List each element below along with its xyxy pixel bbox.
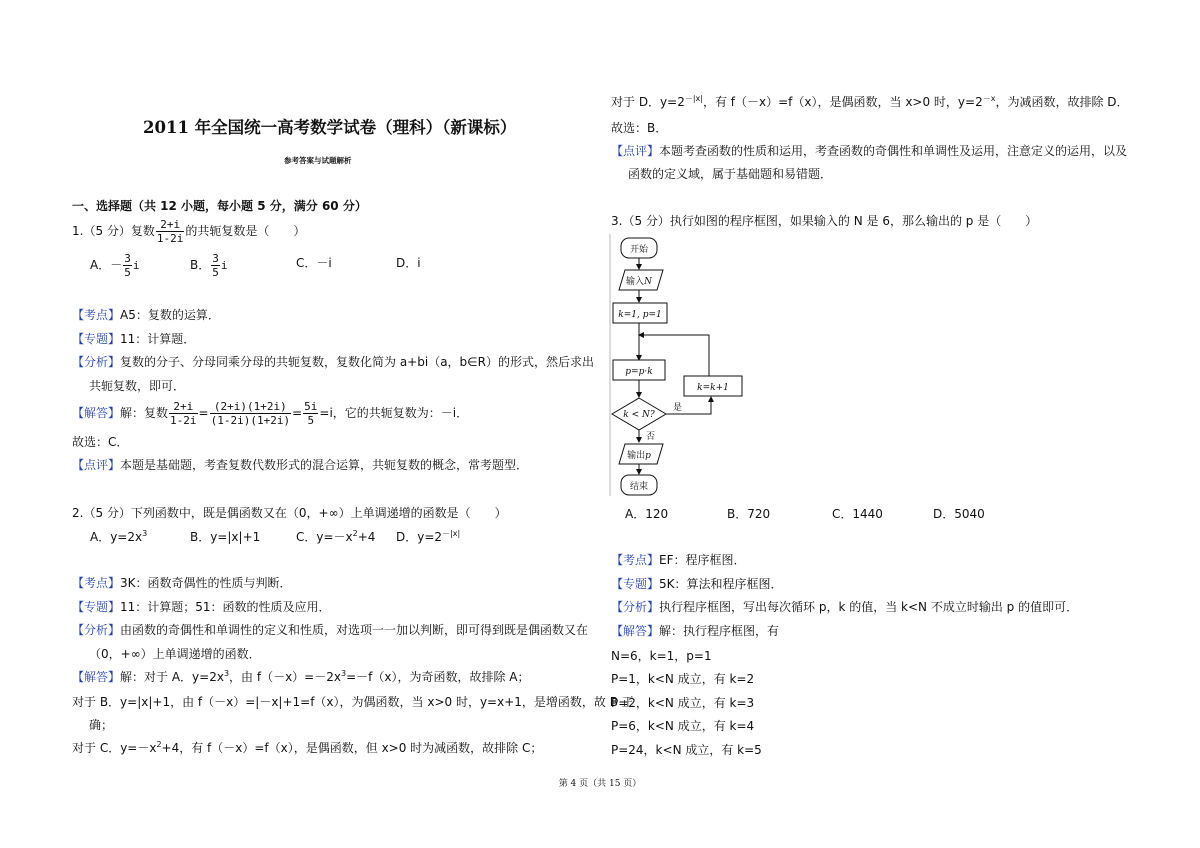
flow-input-label <box>626 275 653 287</box>
q3-kaodian <box>611 552 746 568</box>
q3-option-c: C．1440 <box>832 507 883 521</box>
q1-jieda-frac2-num: (2+i)(1+2i) <box>210 400 291 414</box>
q1-option-a-frac <box>123 252 132 279</box>
q1-jieda-frac3-den: 5 <box>307 414 315 427</box>
q3-kaodian-text: EF：程序框图． <box>659 553 746 567</box>
q2-jieda-d-sup2: －x <box>982 94 996 103</box>
q1-fenxi-line2: 共轭复数，即可． <box>89 379 186 393</box>
q3-option-b: B．720 <box>727 507 771 521</box>
q3-stem: 3.（5 分）执行如图的程序框图，如果输入的 N 是 6，那么输出的 p 是（ ） <box>611 214 1038 228</box>
q1-option-a <box>90 252 139 279</box>
q1-option-a-den: 5 <box>124 266 131 279</box>
q1-kaodian-text: A5：复数的运算． <box>120 308 220 322</box>
q2-option-d-text: D．y=2 <box>396 530 443 544</box>
q2-stem: 2.（5 分）下列函数中，既是偶函数又在（0，+∞）上单调递增的函数是（ ） <box>72 506 507 520</box>
q3-kaodian-tag: 【考点】 <box>611 553 660 567</box>
flow-yes-label: 是 <box>673 403 683 413</box>
q1-option-b-tail: i <box>220 259 228 272</box>
q1-option-c: C．－i <box>296 256 332 270</box>
flow-update-p-label: p=p·k <box>625 367 653 377</box>
q3-fenxi-text: 执行程序框图，写出每次循环 p，k 的值，当 k<N 不成立时输出 p 的值即可． <box>659 600 1079 614</box>
flow-no-label: 否 <box>646 432 656 442</box>
q2-option-a-text: A．y=2x <box>90 530 143 544</box>
q2-jieda-a-sup2: 3 <box>340 669 347 678</box>
q1-jieda-frac1-den: 1-2i <box>170 414 197 427</box>
q1-dianping-tag: 【点评】 <box>72 458 121 472</box>
q2-fenxi-line1: 由函数的奇偶性和单调性的定义和性质，对选项一一加以判断，即可得到既是偶函数又在 <box>120 623 589 637</box>
q3-zhuanti-tag: 【专题】 <box>611 577 660 591</box>
q2-jieda-d-part1: 对于 D．y=2 <box>611 95 685 109</box>
q1-option-a-tail: i <box>132 259 140 272</box>
q3-step: P=1，k<N 成立，有 k=2 <box>611 672 755 686</box>
q2-jieda-a-sup1: 3 <box>223 669 230 678</box>
q1-option-b-letter: B． <box>190 258 211 272</box>
q3-flowchart <box>609 234 759 498</box>
q2-jieda-c-part2: +4，有 f（－x）=f（x），是偶函数，但 x>0 时为减函数，故排除 C； <box>161 741 543 755</box>
flow-update-k-label: k=k+1 <box>697 383 729 393</box>
q1-jieda-frac2 <box>210 400 291 427</box>
q1-stem-before: 1.（5 分）复数 <box>72 224 155 238</box>
page-subtitle: 参考答案与试题解析 <box>284 156 352 165</box>
q3-step: P=2，k<N 成立，有 k=3 <box>611 696 755 710</box>
q2-jieda-d-part2: ，有 f（－x）=f（x），是偶函数，当 x>0 时，y=2 <box>702 95 983 109</box>
q2-option-c-text: C．y=－x <box>296 530 353 544</box>
q3-fenxi-tag: 【分析】 <box>611 600 660 614</box>
q2-option-a <box>90 529 147 545</box>
q1-jieda-frac3 <box>303 400 318 427</box>
q1-option-b-den: 5 <box>212 266 219 279</box>
q1-fraction <box>156 218 185 245</box>
q2-zhuanti-tag: 【专题】 <box>72 600 121 614</box>
q2-jieda-c-part1: 对于 C．y=－x <box>72 741 157 755</box>
q1-zhuanti-text: 11：计算题． <box>120 332 196 346</box>
q2-jieda-tag: 【解答】 <box>72 670 121 684</box>
q2-option-c-post: +4 <box>357 530 376 544</box>
q3-option-d: D．5040 <box>933 507 985 521</box>
page-title: 2011 年全国统一高考数学试卷（理科）（新课标） <box>143 118 517 137</box>
q2-option-a-sup: 3 <box>142 529 148 538</box>
q1-jieda <box>72 400 468 427</box>
q1-option-d: D．i <box>396 256 421 270</box>
flow-condition-label: k < N? <box>623 410 655 420</box>
q2-fenxi-tag: 【分析】 <box>72 623 121 637</box>
q1-frac-num: 2+i <box>156 218 185 232</box>
q2-option-c <box>296 529 375 545</box>
q1-dianping-text: 本题是基础题，考查复数代数形式的混合运算，共轭复数的概念，常考题型． <box>120 458 529 472</box>
flow-output-label <box>627 449 651 461</box>
q2-jieda-d <box>611 94 1129 110</box>
flow-init-label: k=1, p=1 <box>618 310 662 320</box>
q1-answer: 故选：C． <box>72 435 129 449</box>
q1-fenxi <box>72 354 594 370</box>
q1-fenxi-tag: 【分析】 <box>72 355 121 369</box>
q1-jieda-frac3-num: 5i <box>304 400 318 413</box>
q2-option-d <box>396 529 460 545</box>
q1-jieda-frac1 <box>169 400 198 427</box>
q2-dianping-line2: 函数的定义域，属于基础题和易错题． <box>628 167 833 181</box>
q1-jieda-frac2-den: (1-2i)(1+2i) <box>210 414 291 427</box>
section-heading: 一、选择题（共 12 小题，每小题 5 分，满分 60 分） <box>72 199 367 213</box>
q2-kaodian-text: 3K：函数奇偶性的性质与判断． <box>120 576 292 590</box>
q1-option-a-sign: － <box>110 258 123 272</box>
q1-dianping <box>72 457 528 473</box>
q3-step: P=6，k<N 成立，有 k=4 <box>611 719 755 733</box>
q1-jieda-post: =i，它的共轭复数为：－i． <box>319 406 469 420</box>
q2-option-d-sup: －|x| <box>442 529 461 538</box>
q2-jieda-a-part2: ，由 f（－x）=－2x <box>229 670 341 684</box>
q2-dianping <box>611 143 1127 159</box>
flow-output-var: p <box>645 451 651 461</box>
q1-zhuanti <box>72 331 195 347</box>
q2-jieda-a <box>72 669 529 685</box>
q1-option-b <box>190 252 227 279</box>
q3-step: N=6，k=1，p=1 <box>611 649 712 663</box>
q2-dianping-tag: 【点评】 <box>611 144 660 158</box>
q2-fenxi-line2: （0，+∞）上单调递增的函数． <box>89 647 261 661</box>
q2-fenxi <box>72 622 588 638</box>
page-footer: 第 4 页（共 15 页） <box>558 779 642 789</box>
q2-zhuanti <box>72 599 331 615</box>
q2-jieda-a-part3: =－f（x），为奇函数，故排除 A； <box>346 670 530 684</box>
q3-step: P=24，k<N 成立，有 k=5 <box>611 743 762 757</box>
q1-jieda-tag: 【解答】 <box>72 406 121 420</box>
q1-jieda-eq2: = <box>292 406 303 420</box>
q2-jieda-a-part1: 解：对于 A．y=2x <box>120 670 224 684</box>
q3-fenxi <box>611 599 1078 615</box>
q1-kaodian-tag: 【考点】 <box>72 308 121 322</box>
q3-jieda <box>611 623 779 639</box>
q1-option-b-frac <box>211 252 220 279</box>
q2-dianping-line1: 本题考查函数的性质和运用，考查函数的奇偶性和单调性及运用，注意定义的运用，以及 <box>659 144 1128 158</box>
flow-end-label: 结束 <box>629 482 649 492</box>
q2-answer: 故选：B． <box>611 121 668 135</box>
q2-jieda-d-part3: ，为减函数，故排除 D． <box>995 95 1129 109</box>
q2-option-c-sup: 2 <box>352 529 358 538</box>
q2-option-b: B．y=|x|+1 <box>190 530 261 544</box>
q1-kaodian <box>72 307 220 323</box>
q2-jieda-c-sup: 2 <box>156 740 162 749</box>
q3-zhuanti <box>611 576 783 592</box>
q3-jieda-tag: 【解答】 <box>611 624 660 638</box>
q1-option-a-num: 3 <box>124 252 131 265</box>
q1-option-b-num: 3 <box>212 252 219 265</box>
q1-stem-after: 的共轭复数是（ ） <box>185 224 306 238</box>
q2-zhuanti-text: 11：计算题；51：函数的性质及应用． <box>120 600 331 614</box>
flow-input-text: 输入 <box>626 277 645 287</box>
q1-jieda-frac1-num: 2+i <box>169 400 198 414</box>
q2-jieda-c <box>72 740 542 756</box>
q1-frac-den: 1-2i <box>156 232 184 245</box>
q1-option-a-letter: A． <box>90 258 111 272</box>
flow-input-var: N <box>644 277 652 287</box>
q3-jieda-text: 解：执行程序框图，有 <box>659 624 780 638</box>
q2-jieda-b-line2: 确； <box>89 718 114 732</box>
q1-stem <box>72 218 305 245</box>
flow-start-label: 开始 <box>629 245 649 255</box>
flow-output-text: 输出 <box>627 451 646 461</box>
q2-jieda-b-line1: 对于 B．y=|x|+1，由 f（－x）=|－x|+1=f（x），为偶函数，当 x>0 时，y=x+1，是增函数，故 B 正 <box>72 695 634 709</box>
q1-jieda-pre: 解：复数 <box>120 406 169 420</box>
q3-zhuanti-text: 5K：算法和程序框图． <box>659 577 783 591</box>
q1-jieda-eq1: = <box>198 406 209 420</box>
q3-option-a: A．120 <box>625 507 669 521</box>
q2-kaodian-tag: 【考点】 <box>72 576 121 590</box>
q2-kaodian <box>72 575 292 591</box>
q1-zhuanti-tag: 【专题】 <box>72 332 121 346</box>
q1-fenxi-line1: 复数的分子、分母同乘分母的共轭复数，复数化简为 a+bi（a，b∈R）的形式，然后求出 <box>120 355 594 369</box>
q2-jieda-d-sup1: －|x| <box>684 94 703 103</box>
